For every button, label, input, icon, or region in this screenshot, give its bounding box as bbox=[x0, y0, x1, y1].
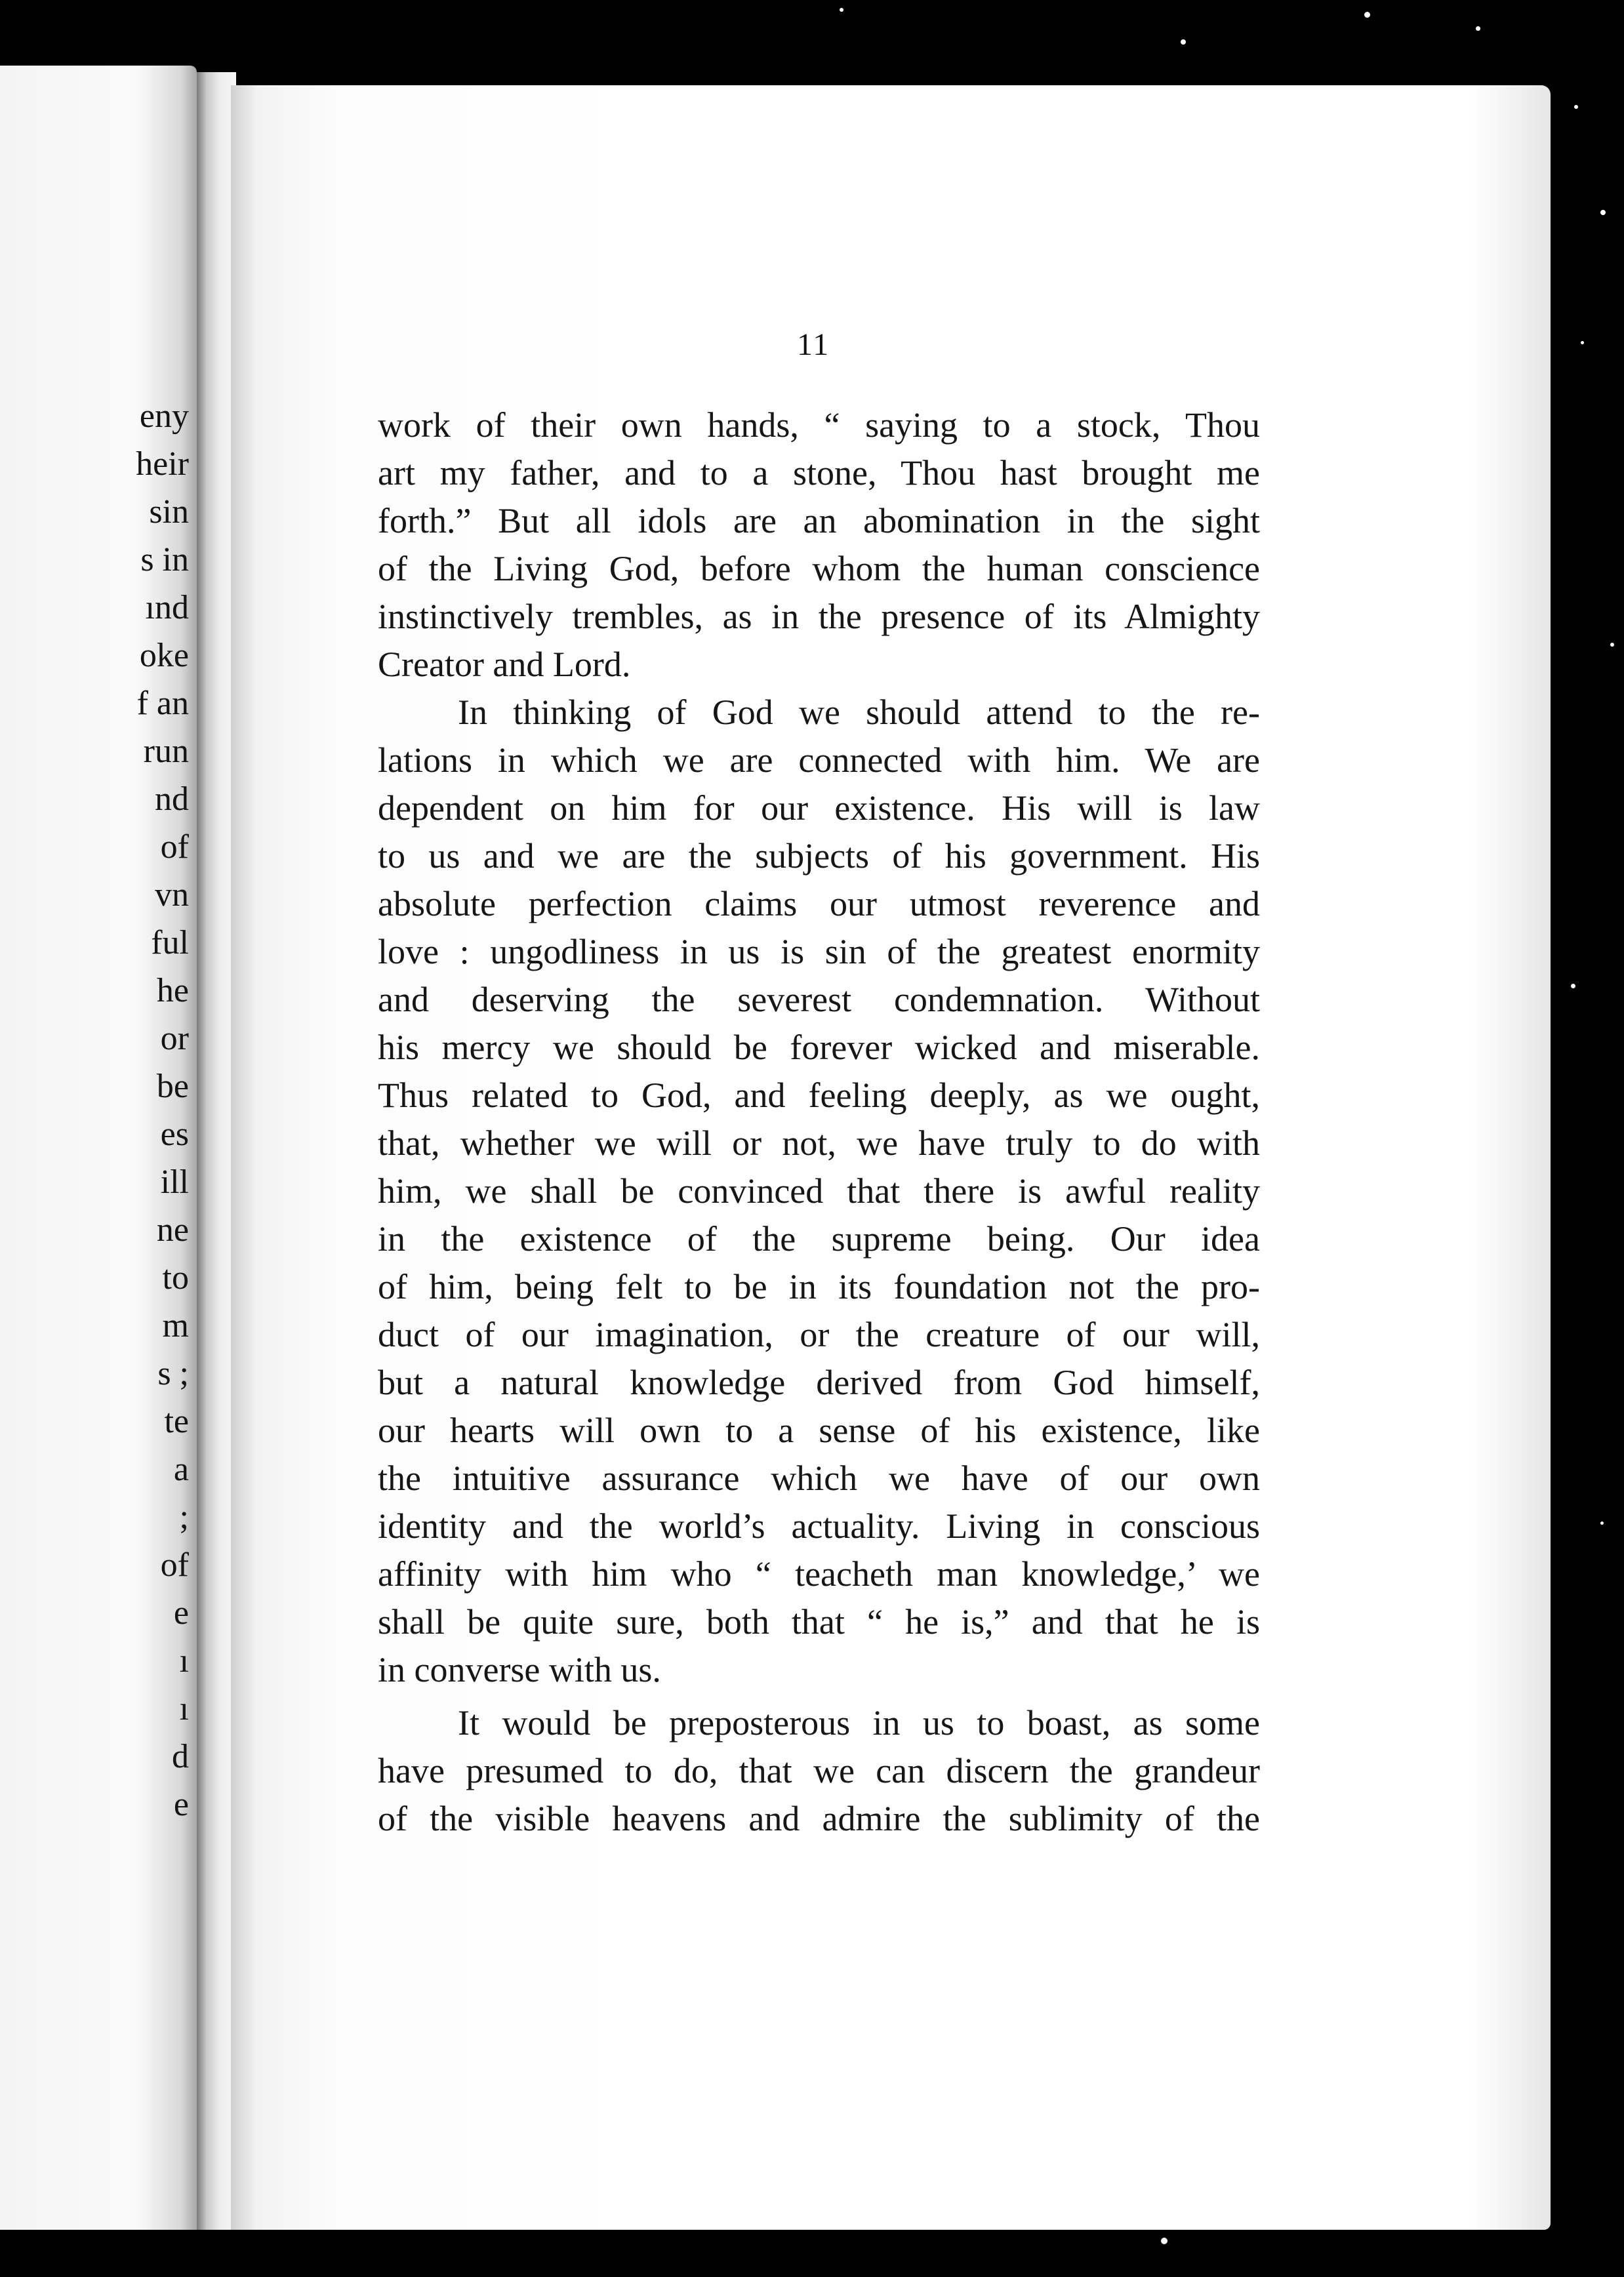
text-line: to us and we are the subjects of his government. His bbox=[378, 836, 1260, 876]
scan-speck bbox=[1571, 984, 1575, 988]
scan-speck bbox=[1161, 2238, 1167, 2244]
left-fragment: a bbox=[173, 1451, 189, 1488]
text-line: love : ungodliness in us is sin of the greatest enormity bbox=[378, 932, 1260, 971]
text-line: but a natural knowledge derived from God himself, bbox=[378, 1363, 1260, 1402]
left-fragment: or bbox=[160, 1020, 189, 1057]
scan-speck bbox=[1574, 105, 1578, 109]
left-fragment: vn bbox=[155, 876, 189, 914]
text-line: in converse with us. bbox=[378, 1650, 661, 1689]
left-fragment: ne bbox=[156, 1211, 189, 1249]
scan-speck bbox=[840, 8, 843, 12]
text-line: art my father, and to a stone, Thou hast brought me bbox=[378, 453, 1260, 493]
left-fragment: ; bbox=[179, 1499, 189, 1536]
text-line: Creator and Lord. bbox=[378, 645, 631, 684]
text-line: that, whether we will or not, we have truly to do with bbox=[378, 1123, 1260, 1163]
book-gutter bbox=[197, 72, 236, 2230]
scan-speck bbox=[1610, 643, 1614, 647]
left-fragment: be bbox=[156, 1068, 189, 1105]
text-line: his mercy we should be forever wicked and miserable. bbox=[378, 1028, 1260, 1067]
left-page-text-fragments bbox=[136, 392, 189, 1828]
text-line: In thinking of God we should attend to the re- bbox=[458, 693, 1260, 732]
text-line: of him, being felt to be in its foundation not the pro- bbox=[378, 1267, 1260, 1306]
text-line: have presumed to do, that we can discern the grandeur bbox=[378, 1751, 1260, 1790]
text-line: Thus related to God, and feeling deeply, as we ought, bbox=[378, 1076, 1260, 1115]
text-line: our hearts will own to a sense of his existence, like bbox=[378, 1411, 1260, 1450]
text-line: lations in which we are connected with him. We are bbox=[378, 740, 1260, 780]
left-fragment: of bbox=[160, 828, 189, 866]
left-fragment: e bbox=[173, 1594, 189, 1632]
left-fragment: he bbox=[156, 972, 189, 1009]
scan-speck bbox=[1600, 1521, 1604, 1525]
paragraph-3 bbox=[378, 1699, 1260, 1843]
left-fragment: es bbox=[160, 1116, 189, 1153]
left-fragment: to bbox=[162, 1259, 189, 1297]
scan-speck bbox=[1476, 26, 1480, 31]
left-fragment: d bbox=[172, 1738, 189, 1775]
paragraph-2 bbox=[378, 689, 1260, 1694]
left-fragment: ill bbox=[160, 1163, 189, 1201]
left-fragment: m bbox=[162, 1307, 189, 1344]
text-line: of the Living God, before whom the human conscience bbox=[378, 549, 1260, 588]
text-line: identity and the world’s actuality. Living in conscious bbox=[378, 1506, 1260, 1546]
left-page bbox=[0, 66, 197, 2230]
left-fragment: eny bbox=[139, 397, 189, 435]
left-fragment: heir bbox=[136, 445, 189, 483]
text-line: and deserving the severest condemnation. Without bbox=[378, 980, 1260, 1019]
paragraph-1 bbox=[378, 401, 1260, 689]
left-fragment: ı bbox=[179, 1690, 189, 1727]
text-line: him, we shall be convinced that there is awful reality bbox=[378, 1171, 1260, 1211]
text-line: instinctively trembles, as in the presence of its Almighty bbox=[378, 597, 1260, 636]
text-line: absolute perfection claims our utmost reverence and bbox=[378, 884, 1260, 923]
text-line: It would be preposterous in us to boast, as some bbox=[458, 1703, 1260, 1743]
text-line: shall be quite sure, both that “ he is,” and that he is bbox=[378, 1602, 1260, 1642]
page-number: 11 bbox=[797, 327, 830, 362]
text-line: of the visible heavens and admire the sublimity of the bbox=[378, 1799, 1260, 1838]
left-fragment: ı bbox=[179, 1642, 189, 1680]
left-fragment: ful bbox=[151, 924, 189, 961]
text-line: in the existence of the supreme being. Our idea bbox=[378, 1219, 1260, 1259]
text-line: the intuitive assurance which we have of our own bbox=[378, 1459, 1260, 1498]
left-fragment: s ; bbox=[157, 1355, 189, 1392]
text-line: forth.” But all idols are an abomination in the sight bbox=[378, 501, 1260, 540]
text-line: work of their own hands, “ saying to a stock, Thou bbox=[378, 405, 1260, 445]
left-fragment: of bbox=[160, 1546, 189, 1584]
left-fragment: e bbox=[173, 1786, 189, 1823]
scan-speck bbox=[1181, 39, 1186, 45]
left-fragment: sin bbox=[149, 493, 189, 531]
text-line: affinity with him who “ teacheth man knowledge,’ we bbox=[378, 1554, 1260, 1594]
left-fragment: run bbox=[143, 733, 189, 770]
left-fragment: te bbox=[164, 1403, 189, 1440]
left-fragment: oke bbox=[139, 637, 189, 674]
text-line: duct of our imagination, or the creature of our will, bbox=[378, 1315, 1260, 1354]
scan-speck bbox=[1600, 210, 1606, 215]
body-text bbox=[378, 401, 1260, 1843]
scan-speck bbox=[1364, 12, 1370, 18]
left-fragment: nd bbox=[155, 780, 189, 818]
scan-speck bbox=[1581, 341, 1584, 344]
left-fragment: s in bbox=[140, 541, 189, 578]
left-fragment: ınd bbox=[145, 589, 189, 626]
text-line: dependent on him for our existence. His will is law bbox=[378, 788, 1260, 828]
left-fragment: f an bbox=[136, 685, 189, 722]
paragraph-gap bbox=[378, 1694, 1260, 1699]
